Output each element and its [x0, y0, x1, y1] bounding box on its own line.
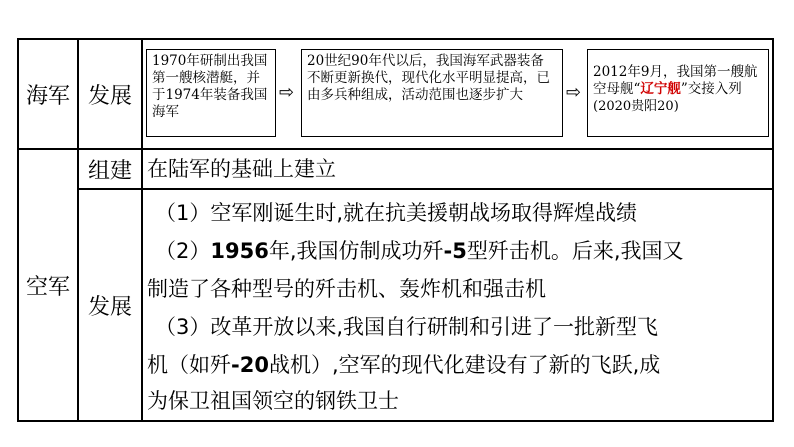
airforce-point-3-line3: 为保卫祖国领空的钢铁卫士 — [147, 389, 399, 413]
airforce-point-2-line1 — [155, 238, 684, 264]
p2-b: -5 — [443, 239, 467, 263]
navy-box-2012 — [587, 49, 769, 137]
category-navy: 海军 — [25, 83, 70, 109]
airforce-point-3-line2 — [147, 352, 660, 378]
arrow-1: ⇨ — [279, 82, 295, 103]
subcategory-navy-development: 发展 — [87, 83, 132, 109]
airforce-point-3-line1: （3）改革开放以来,我国自行研制和引进了一批新型飞 — [155, 315, 659, 339]
ship-name-liaoning: 辽宁舰 — [640, 81, 681, 97]
navy-box-1990s-text: 20世纪90年代以后，我国海军武器装备不断更新换代，现代化水平明显提高，已由多兵种组成，活动范围也逐步扩大 — [307, 53, 550, 103]
p2-num: （2） — [155, 239, 211, 263]
subcategory-airforce-development: 发展 — [87, 294, 132, 320]
exam-note: (2020贵阳20) — [593, 99, 679, 114]
p2-c: 型歼击机。后来,我国又 — [466, 239, 684, 263]
subcategory-airforce-build: 组建 — [87, 158, 132, 184]
navy-box-2012-text-b: ”交接入列 — [680, 81, 742, 97]
airforce-build-text: 在陆军的基础上建立 — [147, 157, 336, 181]
navy-box-1970 — [146, 49, 276, 137]
airforce-point-2-line2: 制造了各种型号的歼击机、轰炸机和强击机 — [147, 277, 546, 301]
p3-b: -20 — [231, 353, 269, 377]
navy-box-2012-text-a: 2012年9月，我国第一艘航空母舰“ — [593, 64, 758, 97]
p2-year: 1956 — [210, 239, 269, 263]
p3-a: 机（如歼 — [147, 353, 231, 377]
p3-c: 战机）,空军的现代化建设有了新的飞跃,成 — [268, 353, 661, 377]
category-airforce: 空军 — [25, 274, 70, 300]
col-divider-2 — [141, 40, 143, 420]
airforce-point-1: （1）空军刚诞生时,就在抗美援朝战场取得辉煌战绩 — [155, 201, 638, 225]
navy-box-1990s — [301, 49, 563, 137]
navy-box-1970-text: 1970年研制出我国第一艘核潜艇，并于1974年装备我国海军 — [152, 53, 268, 120]
row-divider-build — [79, 188, 774, 190]
arrow-2: ⇨ — [566, 82, 582, 103]
p2-a: 年,我国仿制成功歼 — [268, 239, 444, 263]
history-table — [17, 38, 774, 422]
